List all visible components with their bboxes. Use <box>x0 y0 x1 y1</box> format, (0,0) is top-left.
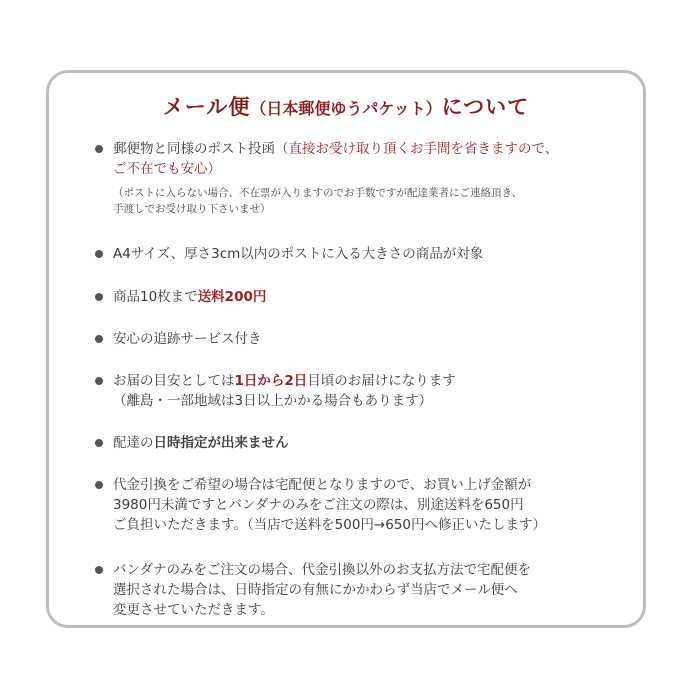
bullet-icon <box>95 377 103 385</box>
bullet-icon <box>95 566 103 574</box>
info-card <box>46 70 646 628</box>
bullet-icon <box>95 250 103 258</box>
title-main: メール便 <box>162 94 251 119</box>
list-item-delivery-time <box>113 371 456 411</box>
item5-line2: （離島・一部地域は3日以上かかる場合もあります） <box>113 393 433 409</box>
list-item-tracking <box>113 329 262 349</box>
card-title <box>49 91 643 121</box>
bullet-icon <box>95 481 103 489</box>
bullet-icon <box>95 293 103 301</box>
title-paren: （日本郵便ゆうパケット） <box>250 99 442 118</box>
list-item-bandana <box>113 560 531 620</box>
title-tail: について <box>441 94 530 119</box>
item2-text: A4サイズ、厚さ3cm以内のポストに入る大きさの商品が対象 <box>113 246 484 262</box>
item7-line3: ご負担いただきます。（当店で送料を500円→650円へ修正いたします） <box>113 517 547 533</box>
item5-p1: お届の目安としては <box>113 373 235 389</box>
list-item-post-delivery <box>113 139 558 217</box>
bullet-icon <box>95 145 103 153</box>
item3-red: 送料200円 <box>197 289 267 305</box>
item5-r1: 1日から2日 <box>234 373 308 389</box>
item6-bold: 日時指定が出来ません <box>153 435 289 451</box>
list-item-no-date <box>113 433 289 453</box>
item8-line2: 選択された場合は、日時指定の有無にかかわらず当店でメール便へ <box>113 582 518 598</box>
item8-line1: バンダナのみをご注文の場合、代金引換以外のお支払方法で宅配便を <box>113 562 531 578</box>
list-item-cod <box>113 475 546 535</box>
item8-line3: 変更させていただきます。 <box>113 602 274 618</box>
bullet-icon <box>95 439 103 447</box>
bullet-icon <box>95 335 103 343</box>
item6-plain: 配達の <box>113 435 154 451</box>
item7-line1: 代金引換をご希望の場合は宅配便となりますので、お買い上げ金額が <box>113 477 532 493</box>
item1-note-line2: 手渡しでお受け取り下さいませ） <box>113 203 271 215</box>
list-item-shipping-fee <box>113 287 266 307</box>
item7-line2: 3980円未満ですとバンダナのみをご注文の際は、別途送料を650円 <box>113 497 524 513</box>
item1-red-line2: ご不在でも安心） <box>113 161 221 177</box>
list-item-size <box>113 244 483 264</box>
item1-red: （直接お受け取り頂くお手間を省きますので、 <box>275 141 559 157</box>
item5-p2: 目頃のお届けになります <box>307 373 456 389</box>
item1-note-line1: （ポストに入らない場合、不在票が入りますのでお手数ですが配達業者にご連絡頂き、 <box>113 187 523 199</box>
item4-text: 安心の追跡サービス付き <box>113 331 262 347</box>
item3-plain: 商品10枚まで <box>113 289 198 305</box>
item1-plain: 郵便物と同様のポスト投函 <box>113 141 275 157</box>
